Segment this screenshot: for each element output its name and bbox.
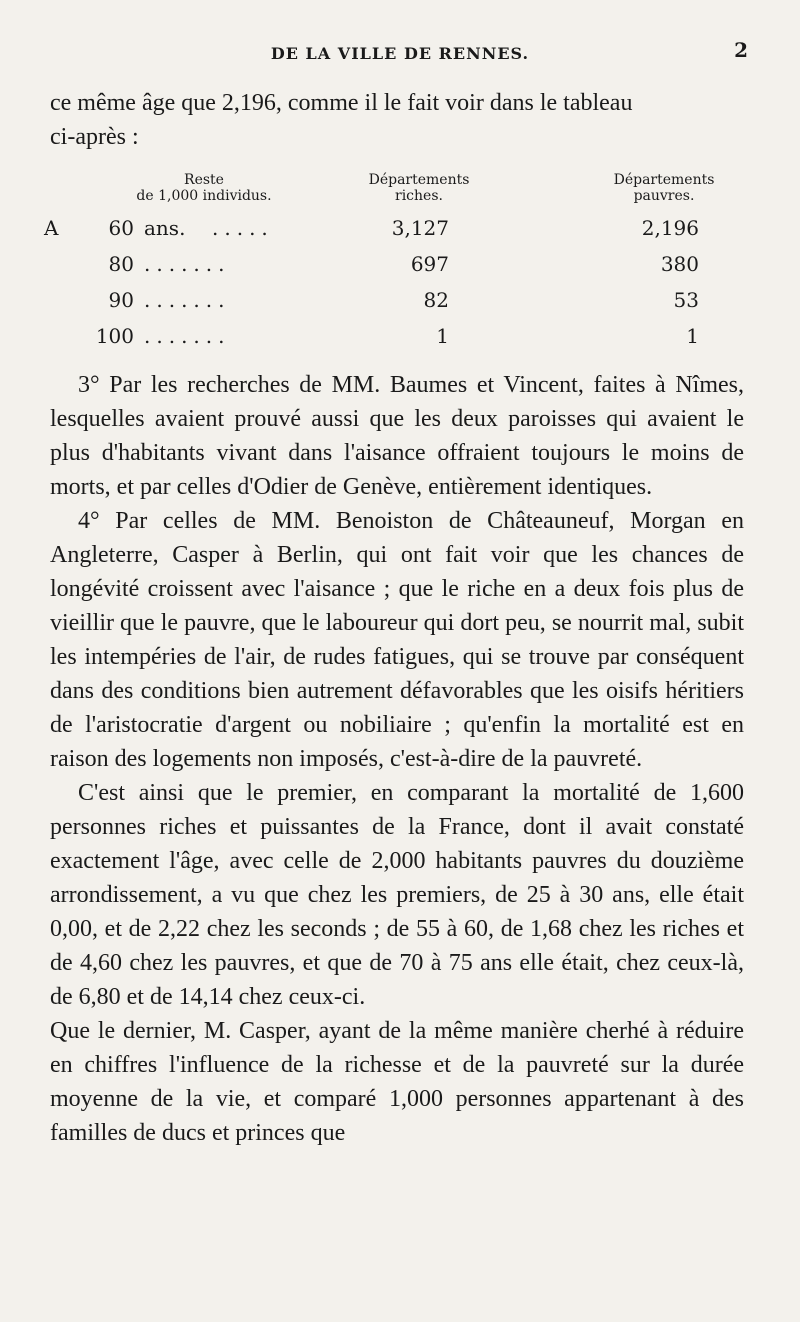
row-age: 100 xyxy=(95,324,134,348)
paragraph: 4° Par celles de MM. Benoiston de Châteauneuf, Morgan en Angleterre, Casper à Berlin, qui ont fait voir que les chances de longévité croissent avec l'aisance ; que le riche en a deux fois plus de vieillir que le pauvre, que le laboureur qui dort peu, se nourrit mal, subit les intempéries de l'air, de rudes fatigues, qui se trouve par conséquent dans des conditions bien autrement défavorables que les oisifs héritiers de l'aristocratie d'argent ou nobiliaire ; qu'enfin la mortalité est en raison des logements non imposés, c'est-à-dire de la pauvreté. xyxy=(50,508,744,772)
row-pauvres: 1 xyxy=(686,324,699,348)
header-riches-label: Départements xyxy=(368,172,470,188)
table-row xyxy=(44,252,744,288)
header-pauvres-label: Départements xyxy=(613,172,715,188)
intro-line: ci-après : xyxy=(50,124,139,150)
table-row xyxy=(44,324,744,360)
header-pauvres-sub: pauvres. xyxy=(633,188,695,204)
row-leader: ..... xyxy=(212,216,274,240)
row-age: 60 xyxy=(108,216,134,240)
row-riches: 3,127 xyxy=(391,216,449,240)
paragraph: C'est ainsi que le premier, en comparant la mortalité de 1,600 personnes riches et puissantes de la France, dont il avait constaté exactement l'âge, avec celle de 2,000 habitants pauvres du douzième arrondissement, a vu que chez les premiers, de 25 à 30 ans, elle était 0,00, et de 2,22 chez les seconds ; de 55 à 60, de 1,68 chez les riches et de 4,60 chez les pauvres, et que de 70 à 75 ans elle était, chez ceux-là, de 6,80 et de 14,14 chez ceux-ci. xyxy=(50,780,744,1010)
row-leader: ....... xyxy=(144,252,231,276)
header-reste xyxy=(84,172,324,204)
intro-text xyxy=(50,86,744,154)
row-riches: 697 xyxy=(410,252,449,276)
row-pauvres: 380 xyxy=(660,252,699,276)
header-reste-sub: de 1,000 individus. xyxy=(136,188,272,204)
intro-line: ce même âge que 2,196, comme il le fait voir dans le tableau xyxy=(50,90,633,116)
row-pauvres: 2,196 xyxy=(641,216,699,240)
header-reste-label: Reste xyxy=(184,172,224,188)
header-riches xyxy=(334,172,504,204)
header-riches-sub: riches. xyxy=(395,188,443,204)
row-riches: 82 xyxy=(423,288,449,312)
table-row xyxy=(44,288,744,324)
paragraph: 3° Par les recherches de MM. Baumes et Vincent, faites à Nîmes, lesquelles avaient prouvé aussi que les deux paroisses qui avaient le plus d'habitants vivant dans l'aisance offraient toujours le moins de morts, et par celles d'Odier de Genève, entièrement identiques. xyxy=(50,372,744,500)
header-pauvres xyxy=(589,172,739,204)
row-pauvres: 53 xyxy=(673,288,699,312)
table-row xyxy=(44,216,744,252)
body-text xyxy=(50,368,744,1150)
row-age: 80 xyxy=(108,252,134,276)
row-leader: ....... xyxy=(144,288,231,312)
row-prefix: A xyxy=(44,216,59,240)
row-leader: ....... xyxy=(144,324,231,348)
row-age: 90 xyxy=(108,288,134,312)
row-riches: 1 xyxy=(436,324,449,348)
running-title: DE LA VILLE DE RENNES. xyxy=(270,44,530,63)
page-number: 2 xyxy=(734,38,748,62)
paragraph: Que le dernier, M. Casper, ayant de la même manière cherhé à réduire en chiffres l'influence de la richesse et de la pauvreté sur la durée moyenne de la vie, et comparé 1,000 personnes appartenant à des familles de ducs et princes que xyxy=(50,1018,744,1146)
row-unit: ans. xyxy=(144,216,186,240)
